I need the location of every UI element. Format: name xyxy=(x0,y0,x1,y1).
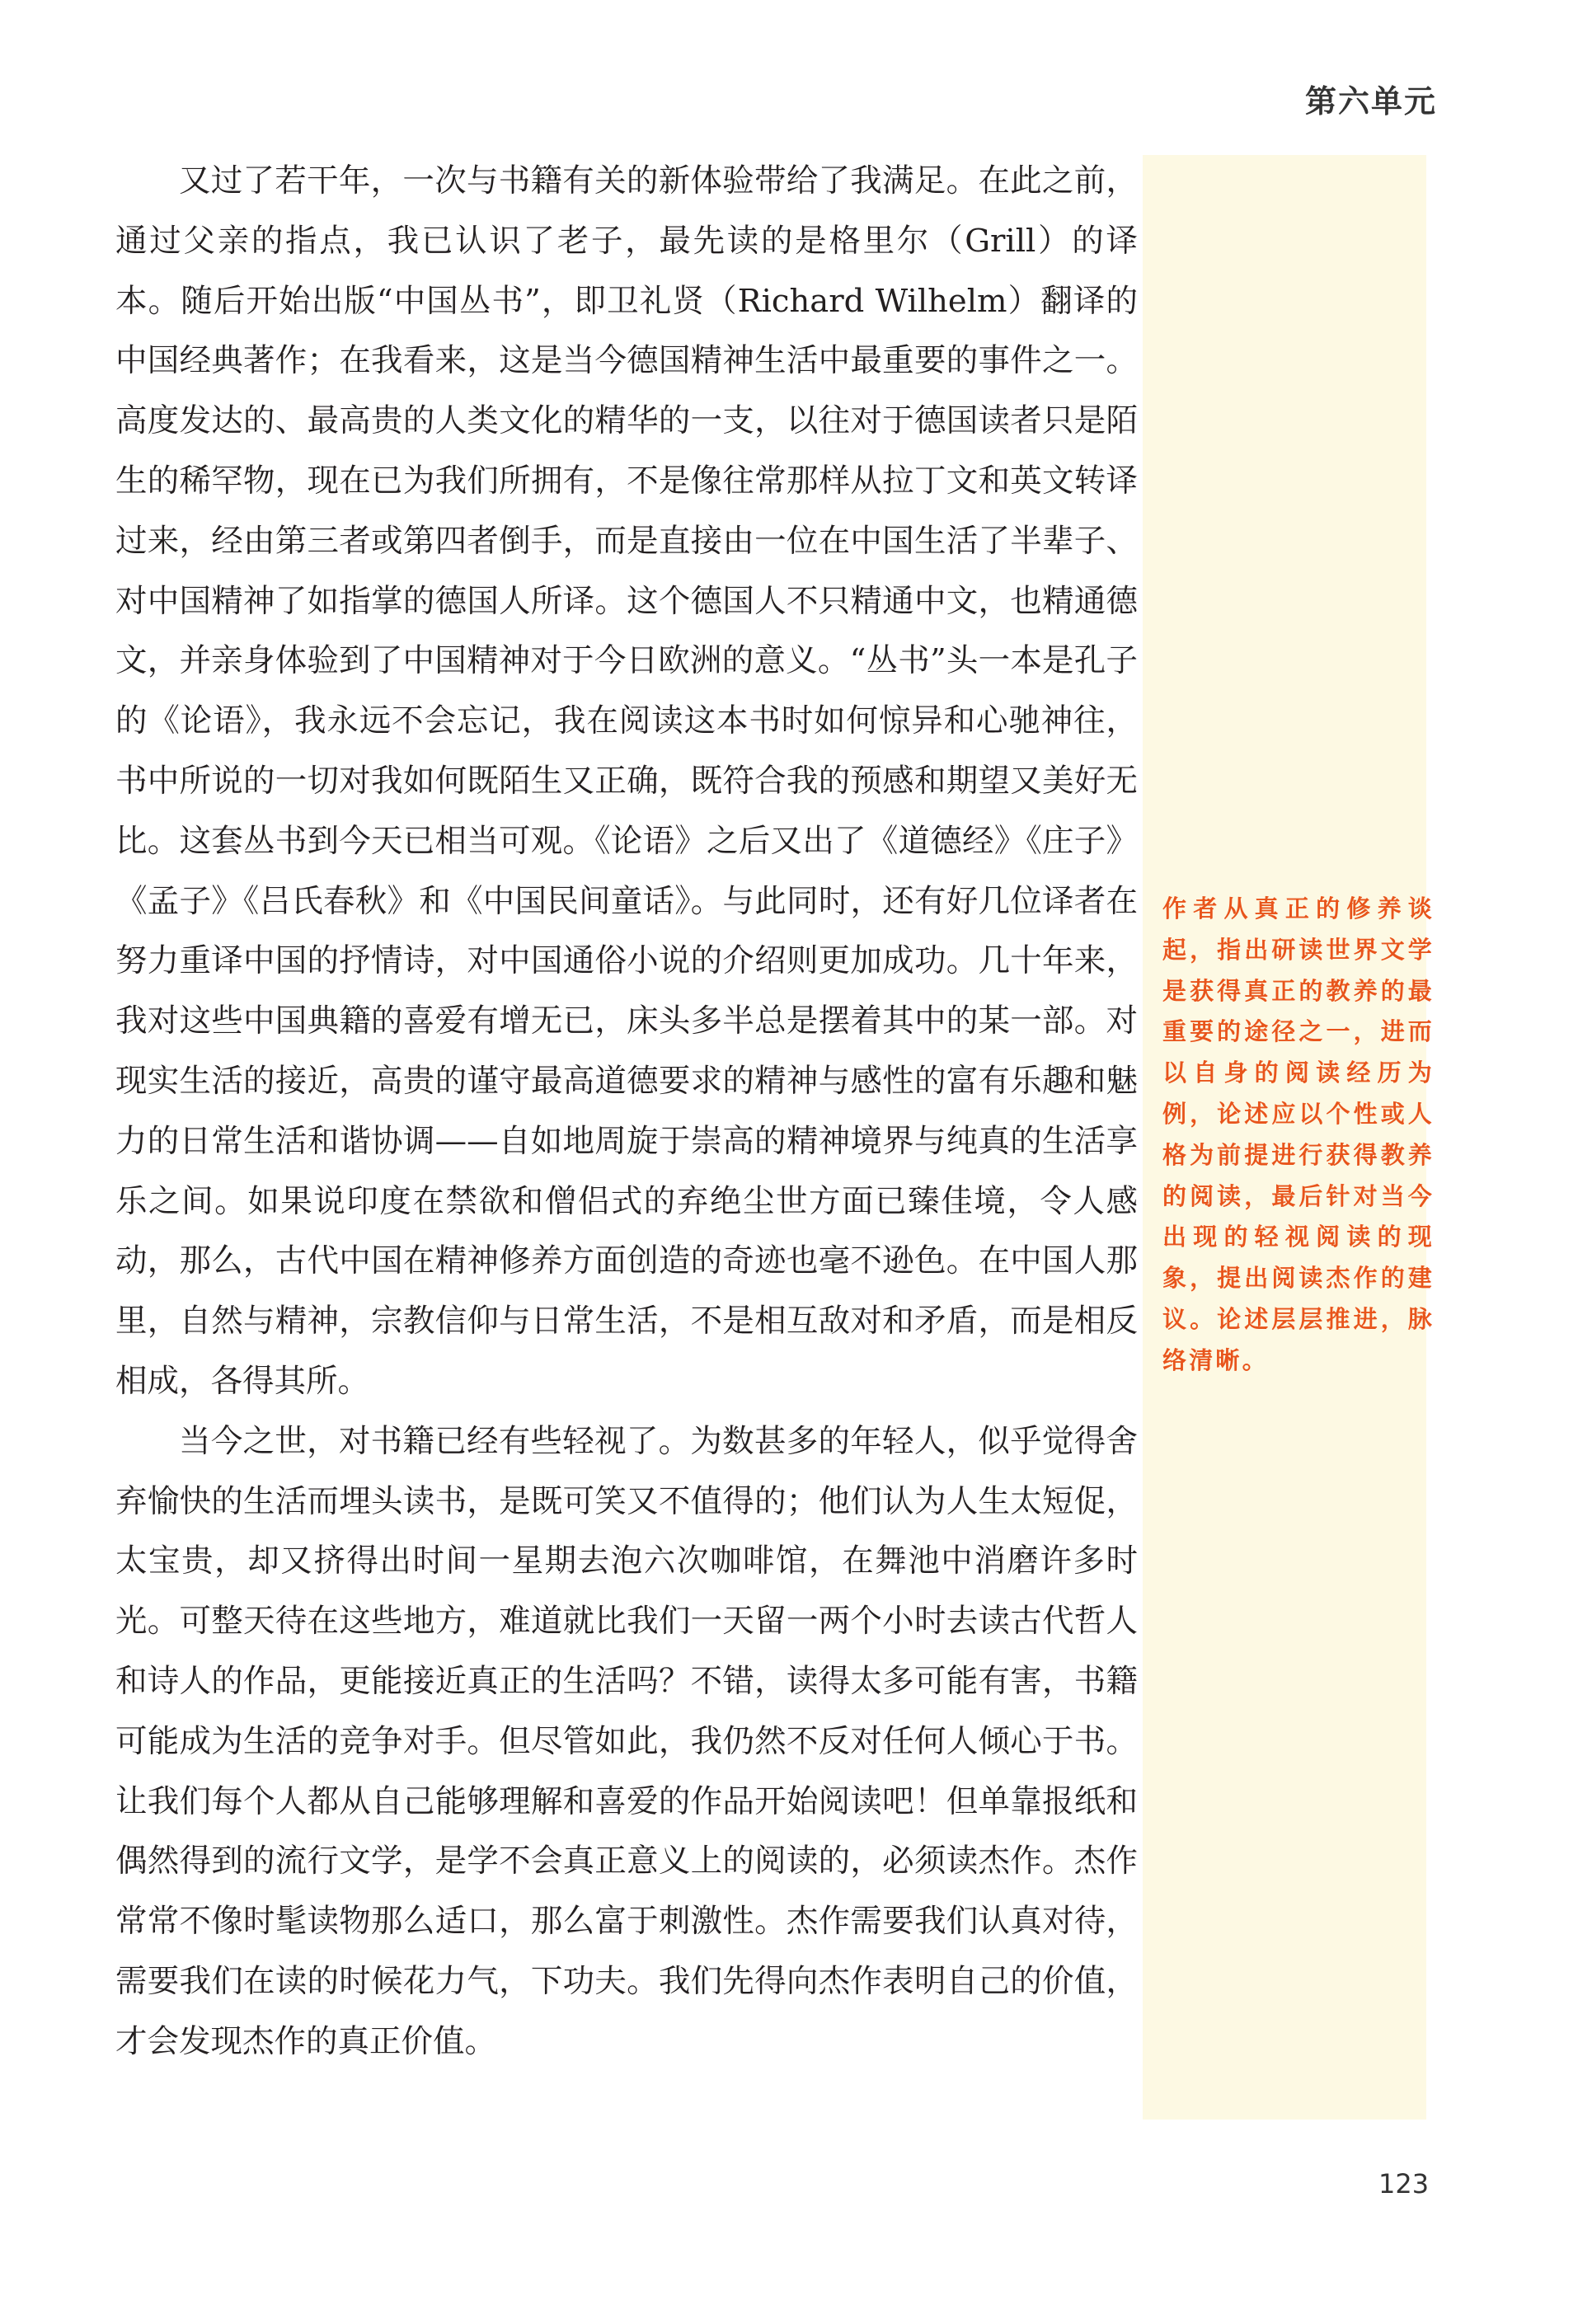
main-text xyxy=(115,152,1138,2073)
unit-title: 第六单元 xyxy=(1304,83,1437,120)
body-paragraph-1: 又过了若干年，一次与书籍有关的新体验带给了我满足。在此之前，通过父亲的指点，我已认识了老子，最先读的是格里尔（Grill）的译本。随后开始出版“中国丛书”，即卫礼贤（Richard Wilhelm）翻译的中国经典著作；在我看来，这是当今德国精神生活中最重要的事件之一。高度发达的、最高贵的人类文化的精华的一支，以往对于德国读者只是陌生的稀罕物，现在已为我们所拥有，不是像往常那样从拉丁文和英文转译过来，经由第三者或第四者倒手，而是直接由一位在中国生活了半辈子、对中国精神了如指掌的德国人所译。这个德国人不只精通中文，也精通德文，并亲身体验到了中国精神对于今日欧洲的意义。“丛书”头一本是孔子的《论语》，我永远不会忘记，我在阅读这本书时如何惊异和心驰神往，书中所说的一切对我如何既陌生又正确，既符合我的预感和期望又美好无比。这套丛书到今天已相当可观。《论语》之后又出了《道德经》《庄子》《孟子》《吕氏春秋》和《中国民间童话》。与此同时，还有好几位译者在努力重译中国的抒情诗，对中国通俗小说的介绍则更加成功。几十年来，我对这些中国典籍的喜爱有增无已，床头多半总是摆着其中的某一部。对现实生活的接近，高贵的谨守最高道德要求的精神与感性的富有乐趣和魅力的日常生活和谐协调——自如地周旋于崇高的精神境界与纯真的生活享乐之间。如果说印度在禁欲和僧侣式的弃绝尘世方面已臻佳境，令人感动，那么，古代中国在精神修养方面创造的奇迹也毫不逊色。在中国人那里，自然与精神，宗教信仰与日常生活，不是相互敌对和矛盾，而是相反相成，各得其所。 xyxy=(115,162,1138,1400)
body-paragraph-2: 当今之世，对书籍已经有些轻视了。为数甚多的年轻人，似乎觉得舍弃愉快的生活而埋头读书，是既可笑又不值得的；他们认为人生太短促，太宝贵，却又挤得出时间一星期去泡六次咖啡馆，在舞池中消磨许多时光。可整天待在这些地方，难道就比我们一天留一两个小时去读古代哲人和诗人的作品，更能接近真正的生活吗？不错，读得太多可能有害，书籍可能成为生活的竞争对手。但尽管如此，我仍然不反对任何人倾心于书。让我们每个人都从自己能够理解和喜爱的作品开始阅读吧！但单靠报纸和偶然得到的流行文学，是学不会真正意义上的阅读的，必须读杰作。杰作常常不像时髦读物那么适口，那么富于刺激性。杰作需要我们认真对待，需要我们在读的时候花力气，下功夫。我们先得向杰作表明自己的价值，才会发现杰作的真正价值。 xyxy=(115,1422,1138,2060)
margin-annotation: 作者从真正的修养谈起，指出研读世界文学是获得真正的教养的最重要的途径之一，进而以自身的阅读经历为例，论述应以个性或人格为前提进行获得教养的阅读，最后针对当今出现的轻视阅读的现象，提出阅读杰作的建议。论述层层推进，脉络清晰。 xyxy=(1162,894,1435,1374)
page-number: 123 xyxy=(1378,2168,1430,2200)
